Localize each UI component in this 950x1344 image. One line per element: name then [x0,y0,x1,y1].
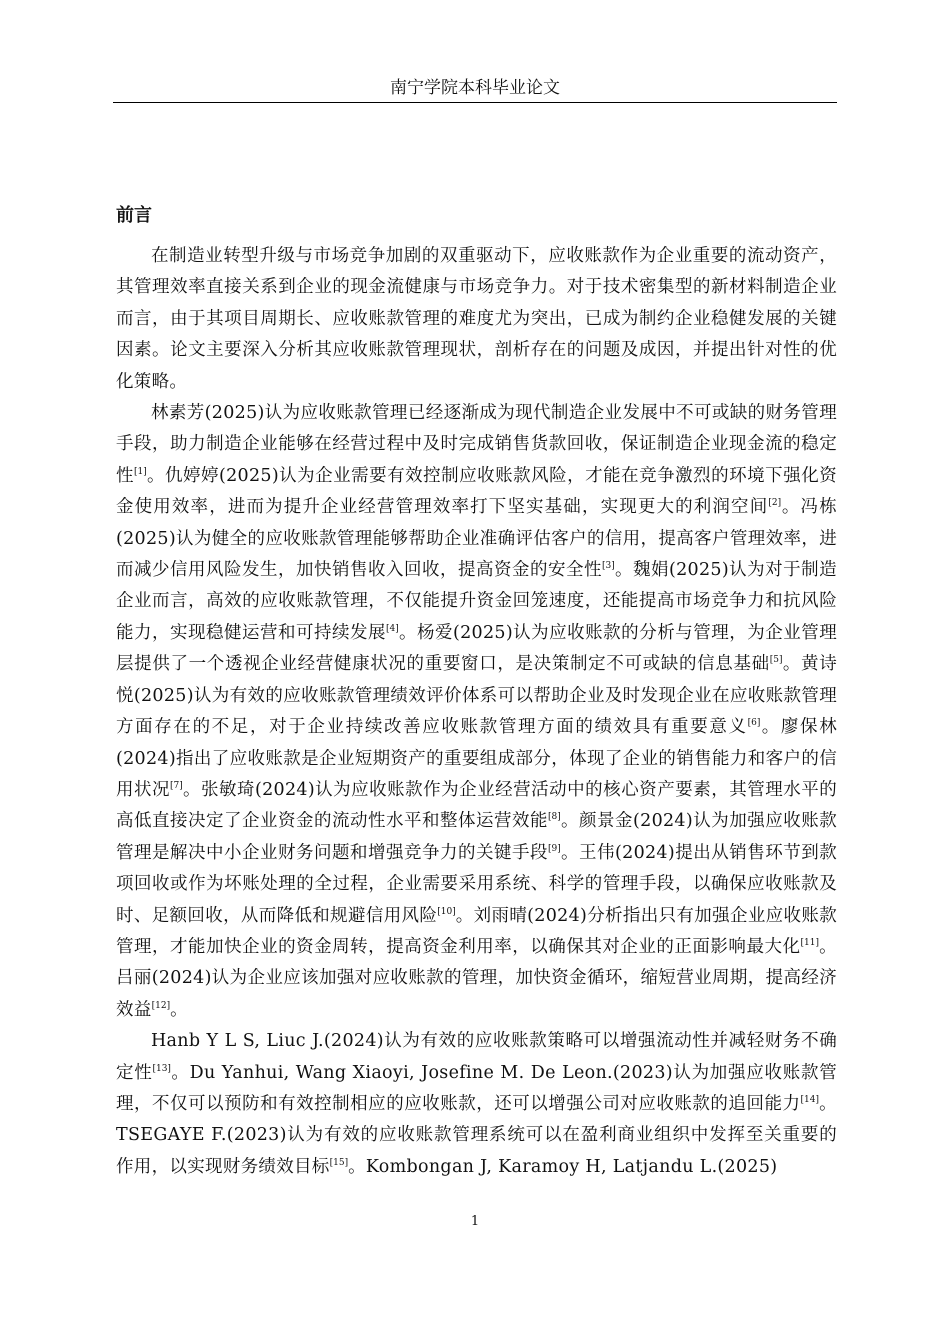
text-run: 。TSEGAYE F.(2023)认为有效的应收账款管理系统可以在盈利商业组织中发挥至关重要的作用，以实现财务绩效目标 [116,1093,837,1177]
text-run: 。王伟(2024)提出从销售环节到款项回收或作为坏账处理的全过程，企业需要采用系统、科学的管理手段，以确保应收账款及时、足额回收，从而降低和规避信用风险 [116,842,838,926]
text-run: 。黄诗悦(2025)认为有效的应收账款管理绩效评价体系可以帮助企业及时发现企业在应收账款管理方面存在的不足，对于企业持续改善应收账款管理方面的绩效具有重要意义 [116,654,837,738]
citation-marker: [4] [386,624,399,635]
text-run: 。张敏琦(2024)认为应收账款作为企业经营活动中的核心资产要素，其管理水平的高低直接决定了企业资金的流动性水平和整体运营效能 [116,779,838,832]
text-run: 。仇婷婷(2025)认为企业需要有效控制应收账款风险，才能在竞争激烈的环境下强化资金使用效率，进而为提升企业经营管理效率打下坚实基础，实现更大的利润空间 [116,465,837,518]
text-run: 。冯栋(2025)认为健全的应收账款管理能够帮助企业准确评估客户的信用，提高客户管理效率，进而减少信用风险发生，加快销售收入回收，提高资金的安全性 [116,497,837,581]
citation-marker: [9] [548,843,561,854]
citation-marker: [15] [329,1157,349,1168]
text-run: 。Du Yanhui, Wang Xiaoyi, Josefine M. De Leon.(2023)认为加强应收账款管理，不仅可以预防和有效控制相应的应收账款，还可以增强公司对应收账款的追回能力 [116,1062,837,1114]
paragraph [116,398,837,1026]
text-run: 。刘雨晴(2024)分析指出只有加强企业应收账款管理，才能加快企业的资金周转，提高资金利用率，以确保其对企业的正面影响最大化 [116,905,838,957]
text-run: 。 [170,999,188,1020]
citation-marker: [13] [152,1063,171,1074]
header-rule [113,102,837,103]
text-run: 。杨爱(2025)认为应收账款的分析与管理，为企业管理层提供了一个透视企业经营健康状况的重要窗口，是决策制定不可或缺的信息基础 [116,622,838,675]
section-heading: 前言 [116,205,152,226]
text-run: Hanb Y L S, Liuc J.(2024)认为有效的应收账款策略可以增强流动性并减轻财务不确定性 [116,1031,837,1083]
citation-marker: [2] [768,498,782,509]
text-run: 在制造业转型升级与市场竞争加剧的双重驱动下，应收账款作为企业重要的流动资产，其管理效率直接关系到企业的现金流健康与市场竞争力。对于技术密集型的新材料制造企业而言，由于其项目周期长、应收账款管理的难度尤为突出，已成为制约企业稳健发展的关键因素。论文主要深入分析其应收账款管理现状，剖析存在的问题及成因，并提出针对性的优化策略。 [116,246,837,392]
body-text [116,241,837,1183]
citation-marker: [6] [747,718,761,729]
citation-marker: [14] [800,1095,819,1106]
citation-marker: [11] [800,938,819,949]
text-run: 。魏娟(2025)认为对于制造企业而言，高效的应收账款管理，不仅能提升资金回笼速度，还能提高市场竞争力和抗风险能力，实现稳健运营和可持续发展 [116,560,837,643]
paragraph [116,1026,837,1183]
text-run: 林素芳(2025)认为应收账款管理已经逐渐成为现代制造企业发展中不可或缺的财务管理手段，助力制造企业能够在经营过程中及时完成销售货款回收，保证制造企业现金流的稳定性 [116,403,837,486]
citation-marker: [1] [134,467,147,478]
running-header: 南宁学院本科毕业论文 [390,78,560,98]
citation-marker: [7] [170,781,183,792]
page-number: 1 [470,1214,480,1229]
text-run: 。Kombongan J, Karamoy H, Latjandu L.(2025) [348,1156,778,1177]
text-run: 。廖保林(2024)指出了应收账款是企业短期资产的重要组成部分，体现了企业的销售能力和客户的信用状况 [116,717,837,800]
text-run: 。颜景金(2024)认为加强应收账款管理是解决中小企业财务问题和增强竞争力的关键手段 [116,811,838,863]
paragraph [116,241,837,398]
citation-marker: [12] [151,1000,171,1011]
citation-marker: [5] [769,655,783,666]
citation-marker: [3] [602,561,615,572]
text-run: 。吕丽(2024)认为企业应该加强对应收账款的管理，加快资金循环，缩短营业周期，提高经济效益 [116,936,837,1020]
citation-marker: [8] [548,812,561,823]
citation-marker: [10] [437,906,456,917]
